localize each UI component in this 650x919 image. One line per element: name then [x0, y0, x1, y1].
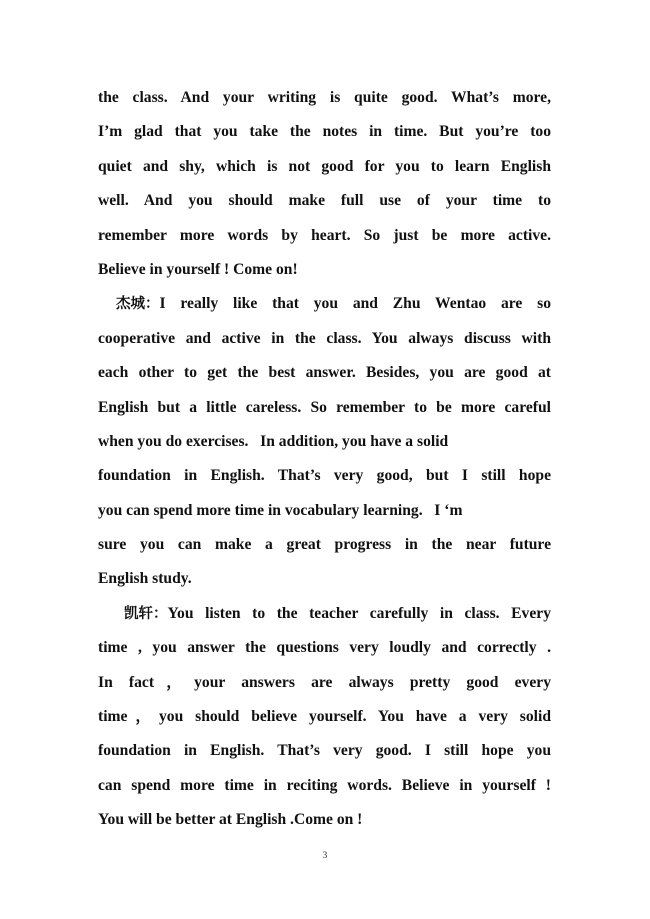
paragraph-line: You listen to the teacher carefully in class. Every [167, 604, 551, 622]
paragraph-line: You will be better at English .Come on ! [98, 811, 363, 829]
paragraph-line: well. And you should make full use of your time to [98, 192, 551, 210]
comment-paragraph-2 [98, 287, 551, 597]
paragraph-line: each other to get the best answer. Besides, you are good at [98, 364, 551, 382]
student-name: 凯轩 [124, 605, 153, 622]
paragraph-first-line [98, 287, 551, 321]
page-number: 3 [322, 850, 328, 860]
paragraph-line: I really like that you and Zhu Wentao are so [159, 295, 551, 313]
paragraph-line: Believe in yourself ! Come on! [98, 260, 298, 278]
student-name: 杰城 [116, 296, 145, 313]
comment-paragraph-1 [98, 81, 551, 287]
paragraph-line: remember more words by heart. So just be more active. [98, 226, 551, 244]
paragraph-line: I’m glad that you take the notes in time. But you’re too [98, 123, 551, 141]
paragraph-line: English study. [98, 570, 192, 588]
paragraph-first-line [98, 597, 551, 631]
document-body [98, 81, 551, 838]
paragraph-line: can spend more time in reciting words. Believe in yourself ! [98, 776, 551, 794]
paragraph-line: In fact，your answers are always pretty good every [98, 673, 551, 691]
comment-paragraph-3 [98, 597, 551, 838]
paragraph-line: foundation in English. That’s very good, but I still hope [98, 467, 551, 485]
name-separator: ： [145, 296, 160, 313]
paragraph-line: time , you answer the questions very loudly and correctly . [98, 639, 551, 657]
paragraph-line: foundation in English. That’s very good. I still hope you [98, 742, 551, 760]
paragraph-line: quiet and shy, which is not good for you to learn English [98, 157, 551, 175]
paragraph-line: time，you should believe yourself. You have a very solid [98, 708, 551, 726]
paragraph-line: the class. And your writing is quite good. What’s more, [98, 89, 551, 106]
paragraph-line: you can spend more time in vocabulary learning. I ‘m [98, 501, 463, 519]
paragraph-line: sure you can make a great progress in the near future [98, 536, 551, 554]
paragraph-line: when you do exercises. In addition, you have a solid [98, 432, 449, 450]
name-separator: ： [153, 605, 168, 622]
paragraph-line: cooperative and active in the class. You always discuss with [98, 329, 551, 347]
paragraph-line: English but a little careless. So remember to be more careful [98, 398, 551, 416]
